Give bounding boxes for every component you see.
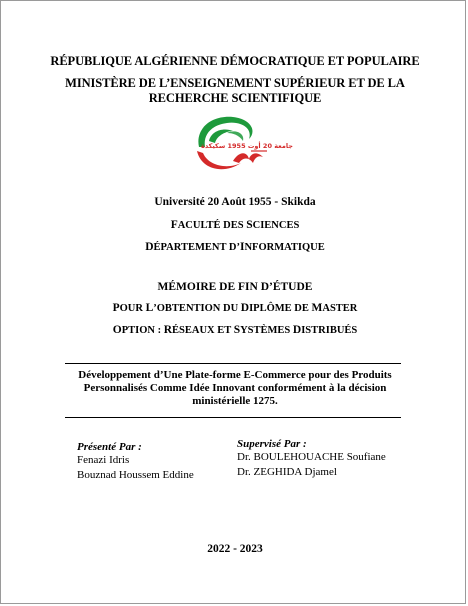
republic-heading: RÉPUBLIQUE ALGÉRIENNE DÉMOCRATIQUE ET POPULAIRE (50, 54, 420, 68)
academic-year: 2022 - 2023 (207, 543, 263, 555)
purpose-rest-1: OUR (119, 303, 146, 314)
department-initial-1: D (145, 241, 154, 253)
presenter-name: Bouznad Houssem Eddine (77, 469, 194, 481)
presented-by (77, 441, 194, 482)
presenter-name: Fenazi Idris (77, 454, 130, 466)
purpose-initial-3: D (240, 302, 250, 314)
supervised-by (237, 438, 386, 479)
department-initial-2: I (239, 241, 245, 253)
purpose-rest-4: ASTER (322, 303, 358, 314)
purpose-rest-2: ’OBTENTION DU (153, 303, 241, 314)
option-initial-1: O (112, 324, 122, 336)
supervised-by-label: Supervisé Par : (237, 438, 307, 450)
purpose-initial-1: P (112, 302, 120, 314)
department-name (1, 241, 468, 253)
title-rule-top (65, 363, 401, 364)
option-initial-3: S (233, 324, 241, 336)
thesis-title-line3: ministérielle 1275. (192, 395, 278, 407)
option-initial-4: D (292, 324, 302, 336)
ministry-heading-line2: RECHERCHE SCIENTIFIQUE (148, 91, 322, 105)
logo-arabic-text: جامعة 20 أوت 1955 سكيكدة (201, 142, 293, 150)
department-rest-1: ÉPARTEMENT D’ (153, 242, 240, 253)
option-rest-1: PTION : (121, 325, 164, 336)
purpose-initial-4: M (311, 302, 323, 314)
purpose-rest-3: IPLÔME DE (249, 303, 312, 314)
option-initial-2: R (163, 324, 173, 336)
department-rest-2: NFORMATIQUE (244, 242, 325, 253)
supervisor-name: Dr. ZEGHIDA Djamel (237, 466, 337, 478)
faculty-initial-2: S (246, 219, 253, 231)
faculty-rest-2: CIENCES (252, 220, 300, 231)
supervisor-name: Dr. BOULEHOUACHE Soufiane (237, 451, 386, 463)
thesis-title (71, 369, 399, 408)
faculty-rest-1: ACULTÉ DES (177, 220, 247, 231)
university-name: Université 20 Août 1955 - Skikda (154, 196, 316, 208)
faculty-initial-1: F (170, 219, 178, 231)
title-rule-bottom (65, 417, 401, 418)
presented-by-label: Présenté Par : (77, 441, 142, 453)
ministry-heading-line1: MINISTÈRE DE L’ENSEIGNEMENT SUPÉRIEUR ET DE LA (65, 76, 405, 90)
option-specialty (1, 324, 468, 336)
thesis-title-line1: Développement d’Une Plate-forme E-Commerce pour des Produits (78, 369, 392, 381)
degree-purpose (1, 302, 468, 314)
memoire-title: MÉMOIRE DE FIN D’ÉTUDE (157, 281, 313, 293)
option-rest-2: ÉSEAUX ET (172, 325, 234, 336)
option-rest-3: YSTÈMES (240, 325, 293, 336)
thesis-title-line2: Personnalisés Comme Idée Innovant conformément à la décision (83, 382, 387, 394)
option-rest-4: ISTRIBUÉS (301, 325, 358, 336)
purpose-initial-2: L (145, 302, 154, 314)
faculty-name (1, 219, 468, 231)
